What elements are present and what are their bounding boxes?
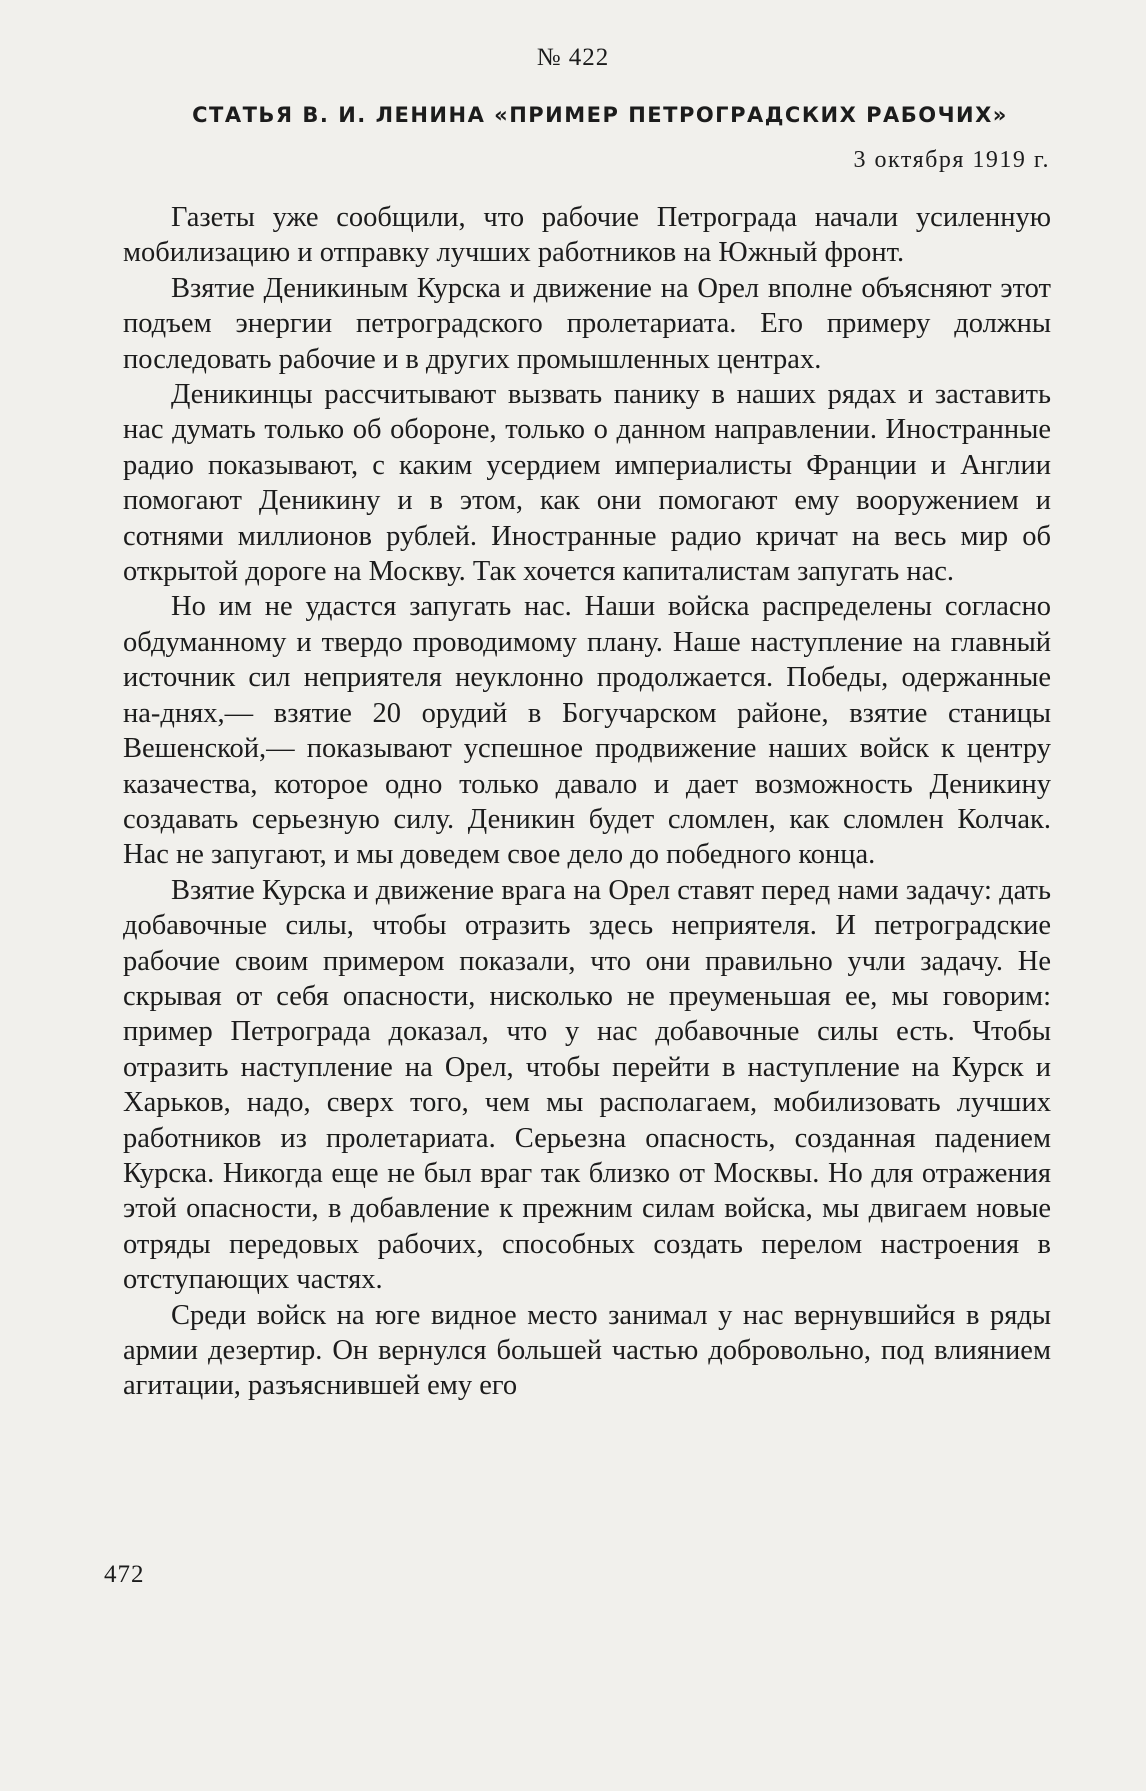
document-number: № 422 (536, 44, 610, 71)
paragraph: Деникинцы рассчитывают вызвать панику в наших рядах и заставить нас думать только об обороне, только о данном направлении. Иностранные радио показывают, с каким усердием империалисты Франции и Англии помогают Деникину и в этом, как они помогают ему вооружением и сотнями миллионов рублей. Иностранные радио кричат на весь мир об открытой дороге на Москву. Так хочется капиталистам запугать нас. (123, 379, 1051, 588)
page-number: 472 (104, 1561, 145, 1588)
paragraph: Но им не удастся запугать нас. Наши войска распределены согласно обдуманному и твердо проводимому плану. Наше наступление на главный источник сил неприятеля неуклонно продолжается. Победы, одержанные на-днях,— взятие 20 орудий в Богучарском районе, взятие станицы Вешенской,— показывают успешное продвижение наших войск к центру казачества, которое одно только давало и дает возможность Деникину создавать серьезную силу. Деникин будет сломлен, как сломлен Колчак. Нас не запугают, и мы доведем свое дело до победного конца. (123, 591, 1051, 871)
paragraph: Газеты уже сообщили, что рабочие Петрограда начали усиленную мобилизацию и отправку лучших работников на Южный фронт. (123, 202, 1051, 269)
article-date: 3 октября 1919 г. (853, 147, 1050, 173)
paragraph: Взятие Деникиным Курска и движение на Орел вполне объясняют этот подъем энергии петроградского пролетариата. Его примеру должны последовать рабочие и в других промышленных центрах. (123, 272, 1051, 375)
paragraph: Взятие Курска и движение врага на Орел ставят перед нами задачу: дать добавочные силы, чтобы отразить здесь неприятеля. И петроградские рабочие своим примером показали, что они правильно учли задачу. Не скрывая от себя опасности, нисколько не преуменьшая ее, мы говорим: пример Петрограда доказал, что у нас добавочные силы есть. Чтобы отразить наступление на Орел, чтобы перейти в наступление на Курск и Харьков, надо, сверх того, чем мы располагаем, мобилизовать лучших работников из пролетариата. Серьезна опасность, созданная падением Курска. Никогда еще не был враг так близко от Москвы. Но для отражения этой опасности, в добавление к прежним силам войска, мы двигаем новые отряды передовых рабочих, способных создать перелом настроения в отступающих частях. (123, 874, 1051, 1296)
article-title: СТАТЬЯ В. И. ЛЕНИНА «ПРИМЕР ПЕТРОГРАДСКИХ РАБОЧИХ» (192, 103, 1008, 127)
paragraph: Среди войск на юге видное место занимал у нас вернувшийся в ряды армии дезертир. Он вернулся большей частью добровольно, под влиянием агитации, разъяснившей ему его (123, 1299, 1051, 1402)
article-body (123, 200, 1051, 1404)
